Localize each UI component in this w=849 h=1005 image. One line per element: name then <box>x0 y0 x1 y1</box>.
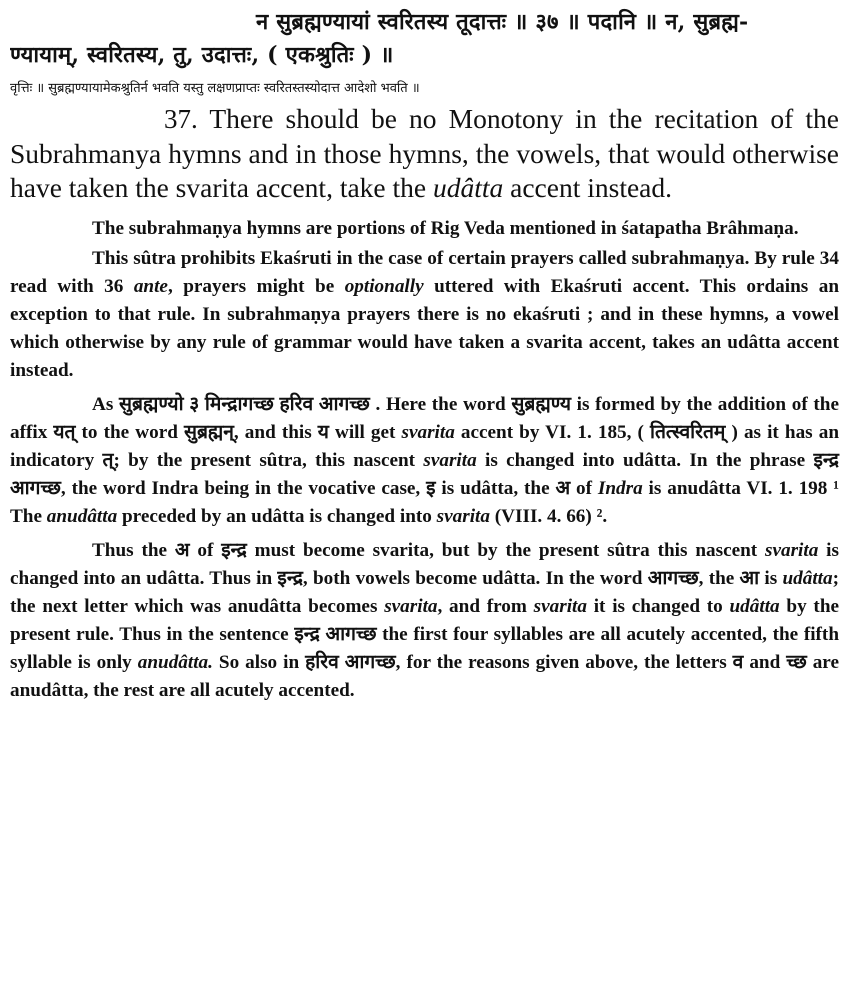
sutra-text-line-2: ण्यायाम्, स्वरितस्य, तु, उदात्तः, ( एकश्रुतिः ) ॥ <box>10 42 394 68</box>
vritti-commentary: वृत्तिः ॥ सुब्रह्मण्यायामेकश्रुतिर्न भवति यस्तु लक्षणप्राप्तः स्वरितस्तस्योदात्त आदेशो भवति ॥ <box>10 81 420 96</box>
p4-text-i: it is changed to <box>586 595 730 617</box>
sutra-translation <box>10 102 839 206</box>
p3-italic-d: svarita <box>423 449 477 471</box>
sutra-text-line-1: न सुब्रह्मण्यायां स्वरितस्य तूदात्तः ॥ ३७ ॥ पदानि ॥ न, सुब्रह्म- <box>256 9 749 35</box>
translation-text: There should be no Monotony in the recitation of the Subrahmanya hymns and in those hymns, the vowels, that would otherwise have taken the svarita accent, take the <box>10 103 839 203</box>
p3-italic-b: svarita <box>401 421 455 443</box>
p4-italic-l: anudâtta. <box>137 651 213 673</box>
p4-italic-f: svarita <box>384 595 438 617</box>
p4-italic-d: udâtta <box>782 567 833 589</box>
translation-italic-term: udâtta <box>432 172 504 203</box>
p3-text-a: As सुब्रह्मण्यो ३ मिन्द्रागच्छ हरिव आगच्छ . Here the word सुब्रह्मण्य is formed by the addition of the affix यत् to the word सुब्रह्मन्, and this य will get <box>10 393 839 443</box>
paragraph-subrahmanya-hymns: The subrahmaṇya hymns are portions of Rig Veda mentioned in śatapatha Brâhmaṇa. <box>92 217 799 239</box>
p3-text-i: preceded by an udâtta is changed into <box>117 505 437 527</box>
p4-italic-b: svarita <box>765 539 819 561</box>
p3-text-g: is anudâtta VI. 1. 198 ¹ The <box>10 477 839 527</box>
p4-text-k: by the present rule. Thus in the sentence इन्द्र आगच्छ the first four syllables are all acutely accented, the fifth syllable is only <box>10 595 840 673</box>
paragraph-example-subrahmanya <box>10 391 839 531</box>
p3-text-c: accent by VI. 1. 185, ( तित्स्वरितम् ) as it has an indicatory त्; by the present sûtra, this nascent <box>10 421 839 471</box>
paragraph-indra-example <box>10 537 839 705</box>
sutra-number: 37. <box>164 104 198 134</box>
p4-text-a: Thus the अ of इन्द्र must become svarita, but by the present sûtra this nascent <box>92 539 766 561</box>
paragraph-ekasruti-exception <box>10 245 839 385</box>
p3-text-e: is changed into udâtta. In the phrase इन्द्र आगच्छ, the word Indra being in the vocative case, इ is udâtta, the अ of <box>10 449 839 499</box>
p3-italic-h: anudâtta <box>46 505 118 527</box>
p3-italic-f: Indra <box>597 477 643 499</box>
p4-text-g: , and from <box>437 595 534 617</box>
p4-italic-j: udâtta <box>729 595 780 617</box>
p2-italic-optionally: optionally <box>344 275 424 297</box>
translation-tail: accent instead. <box>503 172 672 203</box>
p4-italic-h: svarita <box>533 595 587 617</box>
p4-text-c: is changed into an udâtta. Thus in इन्द्र, both vowels become udâtta. In the word आगच्छ, the आ is <box>10 539 839 589</box>
p2-italic-ante: ante <box>133 275 168 297</box>
p4-text-m: So also in हरिव आगच्छ, for the reasons given above, the letters व and च्छ are anudâtta, the rest are all acutely accented. <box>10 651 839 701</box>
p2-text-c: , prayers might be <box>167 275 345 297</box>
p3-text-k: (VIII. 4. 66) ². <box>489 505 608 527</box>
p4-text-e: ; the next letter which was anudâtta becomes <box>10 567 839 617</box>
p2-text-a: This sûtra prohibits Ekaśruti in the case of certain prayers called subrahmaṇya. By rule 34 read with 36 <box>10 247 839 297</box>
p2-text-e: uttered with Ekaśruti accent. This ordains an exception to that rule. In subrahmaṇya prayers there is no ekaśruti ; and in these hymns, a vowel which otherwise by any rule of grammar would have taken a svarita accent, takes an udâtta accent instead. <box>10 275 839 381</box>
p3-italic-j: svarita <box>436 505 490 527</box>
